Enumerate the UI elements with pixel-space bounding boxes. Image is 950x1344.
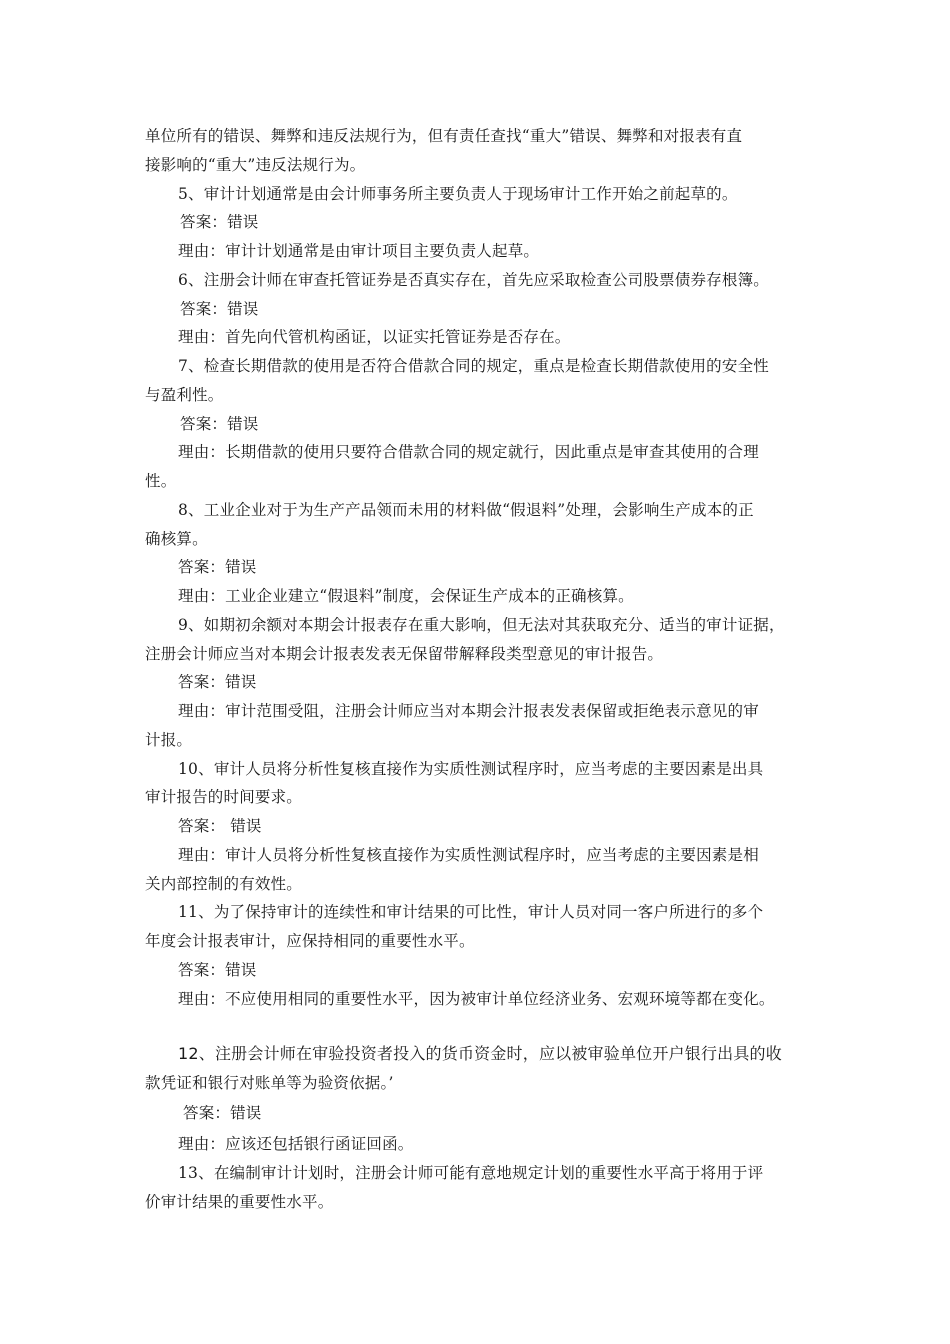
question-line: 7、检查长期借款的使用是否符合借款合同的规定，重点是检查长期借款使用的安全性 xyxy=(178,357,769,375)
reason-line: 计报。 xyxy=(145,731,193,749)
question-line: 6、注册会计师在审查托管证券是否真实存在，首先应采取检查公司股票债券存根簿。 xyxy=(178,271,769,289)
question-line: 与盈利性。 xyxy=(145,386,224,404)
question-line: 12、注册会计师在审验投资者投入的货币资金时，应以被审验单位开户银行出具的收 xyxy=(178,1044,782,1063)
reason-line: 理由：工业企业建立“假退料”制度，会保证生产成本的正确核算。 xyxy=(178,587,634,605)
paragraph-line: 接影响的“重大”违反法规行为。 xyxy=(145,156,366,174)
question-line: 8、工业企业对于为生产产品领而未用的材料做“假退料”处理，会影响生产成本的正 xyxy=(178,501,754,519)
reason-line: 理由：审计范围受阻，注册会计师应当对本期会汁报表发表保留或拒绝表示意见的审 xyxy=(178,702,759,720)
question-line: 价审计结果的重要性水平。 xyxy=(145,1193,334,1211)
answer-line: 答案： 错误 xyxy=(178,817,262,835)
question-line: 9、如期初余额对本期会计报表存在重大影响，但无法对其获取充分、适当的审计证据， xyxy=(178,616,785,634)
answer-line: 答案：错误 xyxy=(180,213,259,231)
answer-line: 答案：错误 xyxy=(183,1104,262,1122)
reason-line: 理由：不应使用相同的重要性水平，因为被审计单位经济业务、宏观环境等都在变化。 xyxy=(178,990,775,1008)
reason-line: 理由：审计人员将分析性复核直接作为实质性测试程序时，应当考虑的主要因素是相 xyxy=(178,846,759,864)
question-line: 13、在编制审计计划时，注册会计师可能有意地规定计划的重要性水平高于将用于评 xyxy=(178,1164,764,1182)
question-line: 11、为了保持审计的连续性和审计结果的可比性，审计人员对同一客户所进行的多个 xyxy=(178,903,764,921)
answer-line: 答案：错误 xyxy=(178,558,257,576)
answer-line: 答案：错误 xyxy=(178,961,257,979)
question-line: 确核算。 xyxy=(145,530,208,548)
reason-line: 理由：长期借款的使用只要符合借款合同的规定就行，因此重点是审查其使用的合理 xyxy=(178,443,759,461)
question-line: 注册会计师应当对本期会计报表发表无保留带解释段类型意见的审计报告。 xyxy=(145,645,664,663)
reason-line: 理由：应该还包括银行函证回函。 xyxy=(178,1135,414,1153)
question-line: 10、审计人员将分析性复核直接作为实质性测试程序时，应当考虑的主要因素是出具 xyxy=(178,760,764,778)
answer-line: 答案：错误 xyxy=(178,673,257,691)
reason-line: 性。 xyxy=(145,472,177,490)
question-line: 审计报告的时间要求。 xyxy=(145,788,303,806)
question-line: 年度会计报表审计，应保持相同的重要性水平。 xyxy=(145,932,475,950)
reason-line: 理由：审计计划通常是由审计项目主要负责人起草。 xyxy=(178,242,540,260)
reason-line: 关内部控制的有效性。 xyxy=(145,875,303,893)
question-line: 款凭证和银行对账单等为验资依据。’ xyxy=(145,1074,394,1092)
answer-line: 答案：错误 xyxy=(180,415,259,433)
paragraph-line: 单位所有的错误、舞弊和违反法规行为，但有责任查找“重大”错误、舞弊和对报表有直 xyxy=(145,127,743,145)
answer-line: 答案：错误 xyxy=(180,300,259,318)
question-line: 5、审计计划通常是由会计师事务所主要负责人于现场审计工作开始之前起草的。 xyxy=(178,185,738,203)
reason-line: 理由：首先向代管机构函证，以证实托管证券是否存在。 xyxy=(178,328,571,346)
